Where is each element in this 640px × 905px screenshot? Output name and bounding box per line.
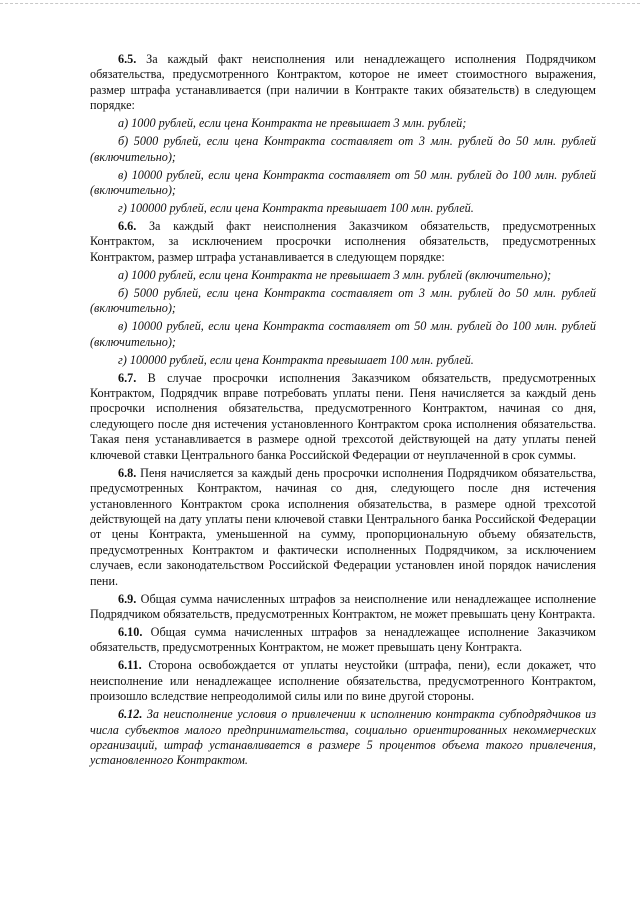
clause-text: Общая сумма начисленных штрафов за ненадлежащее исполнение Заказчиком обязательств, предусмотренных Контрактом, не может превышать цену Контракта. [90,624,596,655]
clause-6-6-item-g: г) 100000 рублей, если цена Контракта превышает 100 млн. рублей. [118,352,474,367]
clause-number: 6.10. [118,624,143,639]
clause-6-10 [90,625,596,656]
clause-6-7 [90,371,596,463]
clause-number: 6.9. [118,591,137,606]
clause-6-6-item-v: в) 10000 рублей, если цена Контракта составляет от 50 млн. рублей до 100 млн. рублей (включительно); [90,319,596,349]
clause-number: 6.11. [118,658,142,673]
clause-6-5-item-v: в) 10000 рублей, если цена Контракта составляет от 50 млн. рублей до 100 млн. рублей (включительно); [90,167,596,198]
clause-text: Сторона освобождается от уплаты неустойки (штрафа, пени), если докажет, что неисполнение или ненадлежащее исполнение обязательства, предусмотренного Контрактом, произошло вследствие непреодолимой силы или по вине другой стороны. [90,658,596,704]
clause-6-11 [90,658,596,704]
clause-text: Общая сумма начисленных штрафов за неисполнение или ненадлежащее исполнение Подрядчиком обязательств, предусмотренных Контрактом, не может превышать цену Контракта. [90,591,596,621]
clause-number: 6.5. [118,52,137,66]
clause-6-6 [90,219,596,265]
clause-6-12 [90,707,596,769]
clause-6-6-item-b: б) 5000 рублей, если цена Контракта составляет от 3 млн. рублей до 50 млн. рублей (включительно); [90,285,596,316]
clause-6-5-item-b: б) 5000 рублей, если цена Контракта составляет от 3 млн. рублей до 50 млн. рублей (включительно); [90,134,596,164]
clause-number: 6.7. [118,370,137,385]
clause-number: 6.8. [118,465,137,480]
clause-text: За неисполнение условия о привлечении к исполнению контракта субподрядчиков из числа субъектов малого предпринимательства, социально ориентированных некоммерческих организаций, штраф устанавливается в размере 5 процентов объема такого привлечения, установленного Контрактом. [90,707,596,768]
clause-text: За каждый факт неисполнения Заказчиком обязательств, предусмотренных Контрактом, за исключением просрочки исполнения обязательств, предусмотренных Контрактом, размер штрафа устанавливается в следующем порядке: [90,219,596,264]
clause-6-8 [90,466,596,589]
clause-text: За каждый факт неисполнения или ненадлежащего исполнения Подрядчиком обязательства, предусмотренного Контрактом, которое не имеет стоимостного выражения, размер штрафа устанавливается (при наличии в Контракте таких обязательств) в следующем порядке: [90,52,596,113]
clause-6-5-item-a: а) 1000 рублей, если цена Контракта не превышает 3 млн. рублей; [118,116,467,131]
clause-number: 6.12. [118,707,143,722]
clause-6-6-item-a: а) 1000 рублей, если цена Контракта не превышает 3 млн. рублей (включительно); [118,267,552,282]
clause-text: В случае просрочки исполнения Заказчиком обязательств, предусмотренных Контрактом, Подрядчик вправе потребовать уплаты пени. Пеня начисляется за каждый день просрочки исполнения обязательства, предусмотренного Контрактом, начиная со дня, следующего после дня истечения установленного Контрактом срока исполнения обязательства. Такая пеня устанавливается в размере одной трехсотой действующей на дату уплаты пеней ключевой ставки Центрального банка Российской Федерации от неуплаченной в срок суммы. [90,370,596,462]
clause-6-5-item-g: г) 100000 рублей, если цена Контракта превышает 100 млн. рублей. [118,201,474,216]
clause-6-5 [90,52,596,114]
page-top-edge [0,3,640,4]
clause-6-9 [90,592,596,623]
clause-number: 6.6. [118,219,137,234]
clause-text: Пеня начисляется за каждый день просрочки исполнения Подрядчиком обязательства, предусмотренных Контрактом, начиная со дня, следующего после дня истечения установленного Контрактом срока исполнения обязательства, в размере одной трехсотой действующей на дату уплаты пени ключевой ставки Центрального банка Российской Федерации от цены Контракта, уменьшенной на сумму, пропорциональную объему обязательств, предусмотренных Контрактом и фактически исполненных Подрядчиком, за исключением случаев, если законодательством Российской Федерации установлен иной порядок начисления пени. [90,465,596,588]
